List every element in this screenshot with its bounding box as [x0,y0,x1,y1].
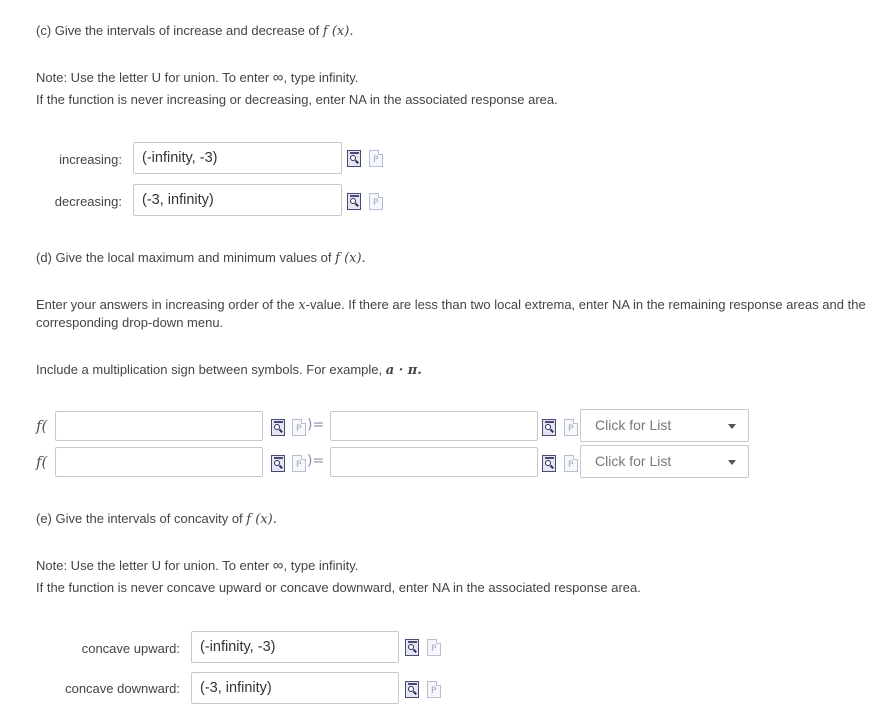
extremum-2-x-input[interactable] [55,447,263,477]
help-icon[interactable]: P [427,639,441,656]
part-d-prompt: Give the local maximum and minimum values of [55,250,332,265]
part-e-note-1 [36,557,358,574]
part-d-func: f (x). [335,251,366,266]
increasing-label: increasing: [59,152,122,167]
note-text-suffix: , type infinity. [283,558,359,573]
preview-icon[interactable] [542,455,556,472]
mult-example: a · π. [385,363,422,378]
part-e-heading [36,511,277,527]
f-open-paren: f( [36,417,48,435]
increasing-input[interactable]: (-infinity, -3) [133,142,342,174]
part-c-func: f (x). [322,24,354,39]
part-e-prompt: Give the intervals of concavity of [55,511,243,526]
part-d-instruction-1 [36,297,866,313]
extremum-1-x-input[interactable] [55,411,263,441]
extremum-1-y-input[interactable] [330,411,538,441]
part-e-label: (e) [36,511,52,526]
preview-icon[interactable] [405,639,419,656]
part-c-heading [36,23,353,39]
help-icon[interactable]: P [564,455,578,472]
preview-icon[interactable] [271,419,285,436]
instruction-var: x [298,298,306,313]
part-c-label: (c) [36,23,52,38]
help-icon[interactable]: P [369,193,383,210]
part-e-note-2: If the function is never concave upward or concave downward, enter NA in the associated response area. [36,580,641,595]
concave-downward-label: concave downward: [65,681,180,696]
f-open-paren: f( [36,453,48,471]
select-placeholder: Click for List [595,453,672,469]
infinity-symbol: ∞ [272,557,284,574]
preview-icon[interactable] [347,193,361,210]
extremum-2-y-input[interactable] [330,447,538,477]
preview-icon[interactable] [271,455,285,472]
note-text: Note: Use the letter U for union. To enter [36,558,270,573]
chevron-down-icon [728,460,736,465]
part-c-prompt: Give the intervals of increase and decrease of [54,23,320,38]
chevron-down-icon [728,424,736,429]
decreasing-input[interactable]: (-3, infinity) [133,184,342,216]
help-icon[interactable]: P [369,150,383,167]
part-d-heading [36,250,366,266]
preview-icon[interactable] [347,150,361,167]
preview-icon[interactable] [405,681,419,698]
note-text-suffix: , type infinity. [283,70,359,85]
instruction-text-suffix: -value. If there are less than two local extrema, enter NA in the remaining response areas and the [305,297,866,312]
select-placeholder: Click for List [595,417,672,433]
part-d-instruction-2: corresponding drop-down menu. [36,315,224,330]
part-e-func: f (x). [246,512,277,527]
infinity-symbol: ∞ [272,69,284,86]
close-equals: )= [307,453,325,469]
help-icon[interactable]: P [564,419,578,436]
mult-note-text: Include a multiplication sign between symbols. For example, [36,362,383,377]
close-equals: )= [307,417,325,433]
instruction-text: Enter your answers in increasing order of the [36,297,295,312]
preview-icon[interactable] [542,419,556,436]
part-d-mult-note [36,362,422,378]
note-text: Note: Use the letter U for union. To enter [36,70,270,85]
help-icon[interactable]: P [292,455,306,472]
concave-upward-label: concave upward: [81,641,180,656]
part-c-note-2: If the function is never increasing or decreasing, enter NA in the associated response area. [36,92,558,107]
concave-downward-input[interactable]: (-3, infinity) [191,672,399,704]
help-icon[interactable]: P [292,419,306,436]
concave-upward-input[interactable]: (-infinity, -3) [191,631,399,663]
extremum-2-type-select[interactable] [580,445,749,478]
part-c-note-1 [36,69,358,86]
extremum-1-type-select[interactable] [580,409,749,442]
part-d-label: (d) [36,250,52,265]
help-icon[interactable]: P [427,681,441,698]
decreasing-label: decreasing: [54,194,122,209]
